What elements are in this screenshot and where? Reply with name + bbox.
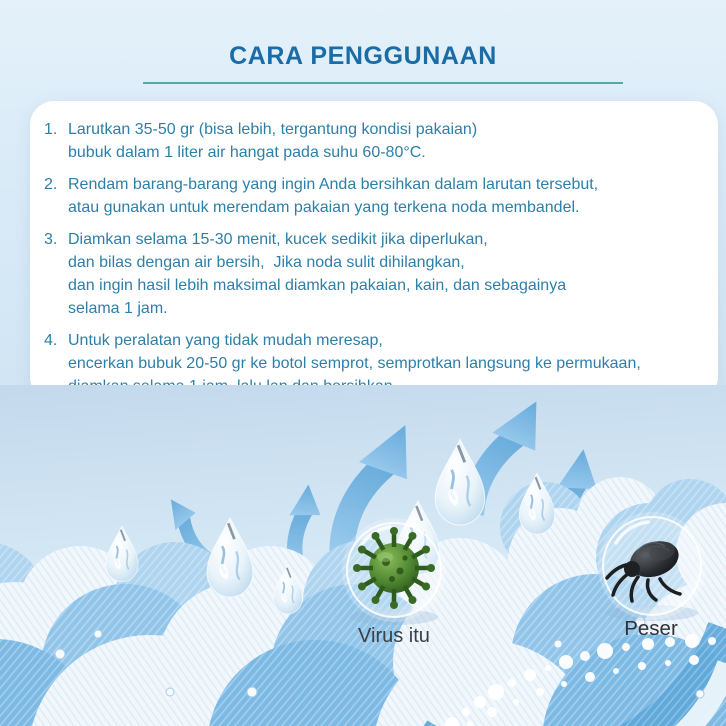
foam-dot [597,643,613,659]
instruction-item-3 [44,228,702,320]
tiny-droplet [55,649,65,659]
foam-dot [580,651,590,661]
item-number: 3. [44,231,58,248]
foam-dot [561,681,567,687]
fabric-illustration [0,385,726,726]
foam-dot [487,707,497,717]
instruction-item-2 [44,173,702,219]
instruction-line: dan bilas dengan air bersih, Jika noda sulit dihilangkan, [68,254,465,271]
foam-dot [613,668,619,674]
foam-dot [638,662,646,670]
tiny-droplet [696,690,704,698]
title-underline [143,82,623,84]
foam-dot [685,634,699,648]
tiny-droplet [247,687,257,697]
instruction-line: Untuk peralatan yang tidak mudah meresap, [68,332,383,349]
tiny-droplet [94,630,102,638]
foam-dot [524,669,536,681]
instruction-line: dan ingin hasil lebih maksimal diamkan pakaian, kain, dan sebagainya [68,277,567,294]
instruction-line: atau gunakan untuk merendam pakaian yang terkena noda membandel. [68,199,580,216]
page-title: CARA PENGGUNAAN [229,42,497,70]
foam-dot [508,679,516,687]
instruction-line: bubuk dalam 1 liter air hangat pada suhu 60-80°C. [68,144,426,161]
item-number: 2. [44,176,58,193]
foam-dot [622,643,630,651]
foam-dot [559,655,573,669]
foam-dot [513,699,519,705]
foam-dot [708,637,716,645]
foam-dot [585,672,595,682]
instruction-line: encerkan bubuk 20-50 gr ke botol semprot, semprotkan langsung ke permukaan, [68,355,641,372]
instruction-item-1 [44,118,702,164]
foam-dot [536,688,544,696]
foam-dot [462,708,470,716]
instruction-line: selama 1 jam. [68,300,168,317]
instruction-line: Diamkan selama 15-30 menit, kucek sedikit jika diperlukan, [68,231,488,248]
item-number: 4. [44,332,58,349]
foam-dot [488,684,504,700]
mite-label: Peser [624,617,678,640]
item-number: 1. [44,121,58,138]
instructions-card [30,101,718,401]
virus-label: Virus itu [358,625,430,647]
tiny-droplet [554,640,562,648]
tiny-droplet [166,688,174,696]
foam-dot [665,660,671,666]
instruction-line: Rendam barang-barang yang ingin Anda bersihkan dalam larutan tersebut, [68,176,599,193]
foam-dot [689,655,699,665]
foam-dot [545,665,551,671]
foam-dot [474,696,486,708]
instruction-line: Larutkan 35-50 gr (bisa lebih, tergantung kondisi pakaian) [68,121,478,138]
